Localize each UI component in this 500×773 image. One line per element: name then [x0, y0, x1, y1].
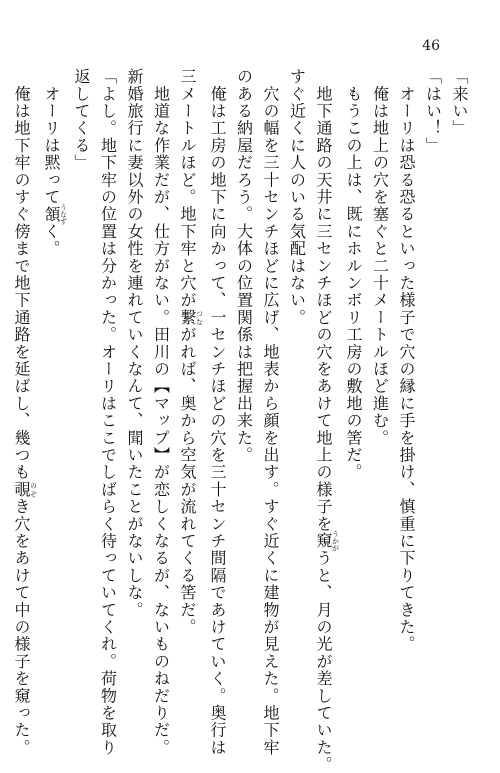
furigana: うなず — [59, 203, 68, 225]
text-line: 「はい！」 — [423, 68, 443, 154]
text-line: 地下通路の天井に三センチほどの穴をあけて地上の様子を窺うかがうと、月の光が差していた。 — [314, 68, 340, 773]
text-line: 俺は工房の地下に向かって、一センチほどの穴を三十センチ間隔であけていく。奥行は — [208, 68, 227, 756]
text-line: 三メートルほど。地下牢と穴が繋つながれば、奥から空気が流れてくる筈だ。 — [178, 68, 204, 636]
text-line: 俺は地下牢のすぐ傍まで地下通路を延ばし、幾つも覗のぞき穴をあけて中の様子を窺った。 — [12, 68, 38, 757]
text-line: もうこの上は、既にホルンボリ工房の敷地の筈だ。 — [344, 68, 363, 481]
text-line: オーリは黙って頷うなずく。 — [42, 68, 68, 258]
novel-text — [8, 68, 473, 773]
text-line: オーリは恐る恐るといった様子で穴の縁に手を掛け、慎重に下りてきた。 — [397, 68, 416, 653]
text-line: 「来い」 — [450, 68, 469, 137]
text-line: 穴の幅を三十センチほどに広げ、地表から顔を出す。すぐ近くに建物が見えた。地下牢 — [261, 68, 280, 756]
text-line: 返してくる」 — [72, 68, 91, 172]
text-line: 地道な作業だが、仕方がない。田川の【マップ】が恋しくなるが、ないものねだりだ。 — [151, 68, 171, 756]
text-line: 新婚旅行に妻以外の女性を連れていくなんて、聞いたことがないしな。 — [125, 68, 144, 619]
text-line: 俺は地上の穴を塞ぐと二十メートルほど進む。 — [370, 68, 390, 447]
page-number: 46 — [422, 38, 440, 54]
furigana: うかが — [331, 530, 340, 552]
text-line: のある納屋だろう。大体の位置関係は把握出来た。 — [234, 68, 254, 464]
text-line: すぐ近くに人のいる気配はない。 — [287, 68, 307, 326]
text-line: 「よし。地下牢の位置は分かった。オーリはここでしばらく待っていてくれ。荷物を取り — [98, 68, 118, 756]
furigana: のぞ — [29, 480, 38, 499]
furigana: つな — [195, 308, 204, 327]
